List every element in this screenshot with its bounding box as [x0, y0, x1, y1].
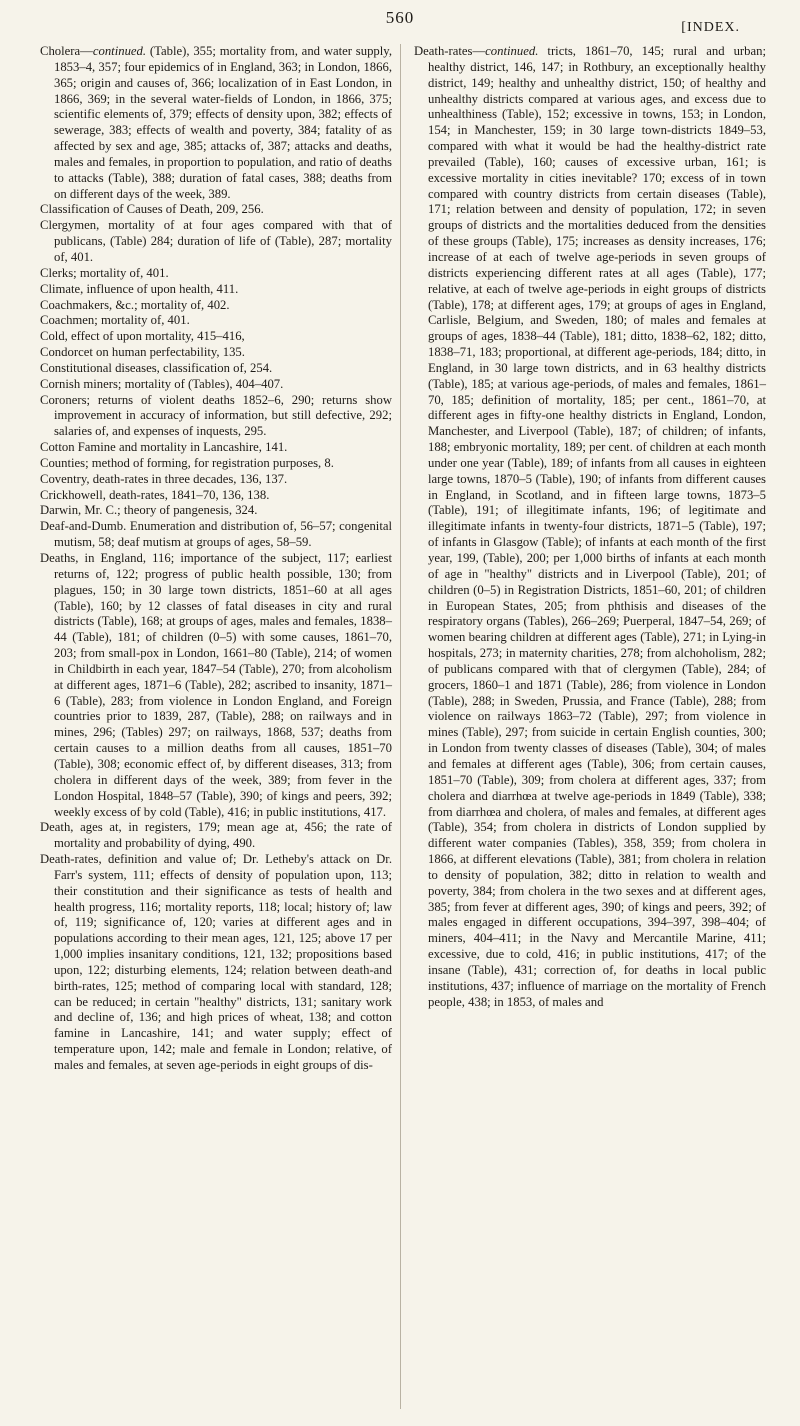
- entry-text: Classification of Causes of Death, 209, 256.: [40, 202, 264, 217]
- index-entry: [40, 44, 392, 202]
- index-entry: [40, 282, 392, 298]
- entry-text: Death, ages at, in registers, 179; mean age at, 456; the rate of mortality and probability of dying, 490.: [40, 820, 392, 851]
- entry-text: Cornish miners; mortality of (Tables), 404–407.: [40, 376, 284, 391]
- index-entry: [40, 266, 392, 282]
- entry-continued-label: continued.: [485, 44, 539, 58]
- entry-text: Climate, influence of upon health, 411.: [40, 281, 239, 296]
- page-number: 560: [385, 8, 415, 27]
- right-column: [414, 44, 766, 1010]
- entry-text: Deaf-and-Dumb. Enumeration and distribution of, 56–57; congenital mutism, 58; deaf mutism at groups of ages, 58–59.: [40, 519, 392, 550]
- index-entry: [40, 377, 392, 393]
- index-entry: [40, 456, 392, 472]
- index-entry: [40, 820, 392, 852]
- index-entry: [40, 472, 392, 488]
- index-entry: [40, 329, 392, 345]
- index-entry: [40, 202, 392, 218]
- column-divider: [400, 44, 401, 1409]
- index-entry: [414, 44, 766, 1010]
- entry-text: Crickhowell, death-rates, 1841–70, 136, 138.: [40, 487, 270, 502]
- entry-text: Cotton Famine and mortality in Lancashire, 141.: [40, 440, 288, 455]
- index-entry: [40, 551, 392, 820]
- entry-text: Clerks; mortality of, 401.: [40, 265, 169, 280]
- entry-head: Death-rates—: [414, 44, 486, 58]
- entry-text: Cold, effect of upon mortality, 415–416,: [40, 329, 245, 344]
- entry-continued-label: continued.: [92, 44, 147, 58]
- index-entry: [40, 345, 392, 361]
- entry-text: Deaths, in England, 116; importance of the subject, 117; earliest returns of, 122; progress of public health possible, 130; from plagues, 150; in 30 large town districts, 1851–60 at all ages (Table), 160; by 12 classes of fatal diseases in city and rural districts (Table), 168; at groups of ages, males and females, 1838–44 (Table), 181; of children (0–5) with some causes, 1861–70, 203; from small-pox in London, 1661–80 (Table), 214; of women in Childbirth in each year, 1847–54 (Table), 270; from alcoholism at different ages, 1871–6 (Table), 282; ascribed to insanity, 1871–6 (Table), 283; from violence in London England, and Foreign countries prior to 1839, 287, (Table), 288; on railways and in mines, 296; (Tables) 297; on railways, 1868, 537; deaths from certain causes to a million deaths from all causes, 1851–70 (Table), 308; economic effect of, by different diseases, 313; from cholera in different days of the week, 389; from fever in the London Hospital, 1848–57 (Table), 390; of kings and peers, 392; weekly excess of by cold (Table), 416; in public institutions, 417.: [40, 551, 392, 819]
- index-entry: [40, 393, 392, 441]
- entry-text: (Table), 355; mortality from, and water supply, 1853–4, 357; four epidemics of in England, 363; in London, 1866, 365; origin and causes of, 366; localization of in East London, in 1866, 369; in the several water-fields of London, in 1866, 375; scientific elements of, 379; effects of density upon, 382; effects of sewerage, 383; effects of wealth and poverty, 384; fatality of as affected by sex and age, 385; attacks of, 387; attacks and deaths, males and females, in proportion to population, and ratio of deaths to attacks (Table), 388; duration of fatal cases, 388; deaths from on different days of the week, 389.: [53, 44, 392, 201]
- entry-text: Coroners; returns of violent deaths 1852–6, 290; returns show improvement in accuracy of information, but still defective, 292; salaries of, and expenses of inquests, 295.: [40, 392, 392, 439]
- index-entry: [40, 313, 392, 329]
- entry-text: Coventry, death-rates in three decades, 136, 137.: [40, 471, 288, 486]
- section-tag: [INDEX.: [681, 20, 740, 35]
- entry-text: Coachmakers, &c.; mortality of, 402.: [40, 297, 230, 312]
- entry-text: Condorcet on human perfectability, 135.: [40, 345, 245, 360]
- entry-text: Constitutional diseases, classification of, 254.: [40, 360, 273, 375]
- entry-head: Cholera—: [40, 44, 93, 58]
- entry-text: Darwin, Mr. C.; theory of pangenesis, 324.: [40, 503, 258, 518]
- index-entry: [40, 218, 392, 266]
- index-entry: [40, 852, 392, 1074]
- index-entry: [40, 361, 392, 377]
- entry-text: Counties; method of forming, for registration purposes, 8.: [40, 455, 334, 470]
- index-entry: [40, 503, 392, 519]
- left-column: [40, 44, 392, 1074]
- index-entry: [40, 440, 392, 456]
- index-entry: [40, 298, 392, 314]
- entry-text: Death-rates, definition and value of; Dr. Letheby's attack on Dr. Farr's system, 111; effects of density of population upon, 113; their constitution and their significance as tests of health and health progress, 116; mortality reports, 118; local; history of; law of, 119; significance of, 120; varies at different ages and in populations according to their mean ages, 121, 125; above 17 per 1,000 implies insanitary conditions, 121, 132; propositions based upon, 122; disturbing elements, 124; relation between death-and birth-rates, 125; method of comparing local with standard, 128; can be reduced; in certain "healthy" districts, 131; sanitary work and decline of, 136; and high prices of wheat, 138; and cotton famine in Lancashire, 141; and water supply; effect of temperature upon, 142; male and female in London; relative, of males and females, at seven age-periods in eight groups of dis-: [40, 852, 392, 1072]
- index-entry: [40, 488, 392, 504]
- entry-text: tricts, 1861–70, 145; rural and urban; healthy district, 146, 147; in Rothbury, an exceptionally healthy district, 149; healthy and unhealthy district, 150; of healthy and unhealthy districts compared at various ages, and excess due to unhealthiness (Table), 152; excessive in towns, 153; in London, 154; in Manchester, 159; in 30 large town-districts 1849–53, compared with what it would be had the healthy-district rate prevailed (Table), 160; causes of excessive urban, 161; is excessive mortality in cities inevitable? 170; excess of in town compared with country districts from certain diseases (Table), 171; relation between and density of population, 172; in seven groups of districts and the mortalities deduced from the densities of these groups (Table), 175; increases as density increases, 176; increase of at each of twelve age-periods in seven groups of districts experiencing different rates at all ages (Table), 177; relative, at each of twelve age-periods in eight groups of districts (Table), 178; at different ages, 179; at groups of ages in England, Carlisle, Belgium, and Sweden, 180; of males and females at groups of ages, 1838–44 (Table), 181; ditto, 1838–62, 182; ditto, 1838–71, 183; proportional, at different age-periods, 184; ditto, in England, in 30 large town districts, and in 63 healthy districts (Table), 185; at various age-periods, of males and females, 1861–70, 185; definition of mortality, 185; per cent., 1861–70, at different ages in fifty-one healthy districts in England, London, Manchester, and Liverpool (Table), 187; of children; of infants, 188; embryonic mortality, 189; per cent. of children at each month under one year (Table), 189; of infants from all causes in eighteen large towns, 1870–5 (Table), 190; of infants from different causes in England, in Scotland, and in fifteen large towns, 1873–5 (Table), 191; of illegitimate infants, 196; of legitimate and illegitimate infants in twenty-four districts, 1871–5 (Table), 197; of infants in Glasgow (Table); of infants at each month of the first year, 199, (Table), 200; per 1,000 births of infants at each month of age in "healthy" districts and in Liverpool (Table), 201; of children (0–5) in Registration Districts, 1851–60, 201; of children in European States, 205; from phthisis and diseases of the respiratory organs (Tables), 266–269; Puerperal, 1847–54, 269; of women bearing children at different ages (Table), 271; in Lying-in hospitals, 273; in maternity charities, 278; from alchoholism, 282; of publicans compared with that of clergymen (Table), 284; of grocers, 1860–1 and 1871 (Table), 286; from violence in London (Table), 288; in Sweden, Prussia, and France (Table), 288; from violence on railways 1863–72 (Table), 297; from violence in mines (Table), 297; from suicide in certain English counties, 300; in London from twenty classes of diseases (Table), 304; of males and females at different ages (Table), 306; from certain causes, 1851–70 (Table), 309; from cholera at different ages, 337; from cholera and diarrhœa at twelve age-periods in 1849 (Table), 338; from diarrhœa and cholera, of males and females, at different ages (Table), 354; from cholera in districts of London supplied by different water companies (Tables), 358, 359; from cholera in 1866, at different elevations (Table), 381; from cholera in relation to density of population, 382; ditto in relation to wealth and poverty, 384; from cholera in the two sexes and at different ages, 385; from fever at different ages, 390; of kings and peers, 392; of males engaged in different occupations, 394–397, 398–404; of miners, 404–411; in the Navy and Mercantile Marine, 411; excessive, due to cold, 416; in public institutions, 417; of the insane (Table), 431; correction of, for deaths in local public institutions, 437; influence of marriage on the mortality of French people, 438; in 1853, of males and: [427, 44, 766, 1009]
- entry-text: Clergymen, mortality of at four ages compared with that of publicans, (Table) 284; duration of life of (Table), 287; mortality of, 401.: [40, 218, 392, 264]
- index-entry: [40, 519, 392, 551]
- entry-text: Coachmen; mortality of, 401.: [40, 313, 190, 328]
